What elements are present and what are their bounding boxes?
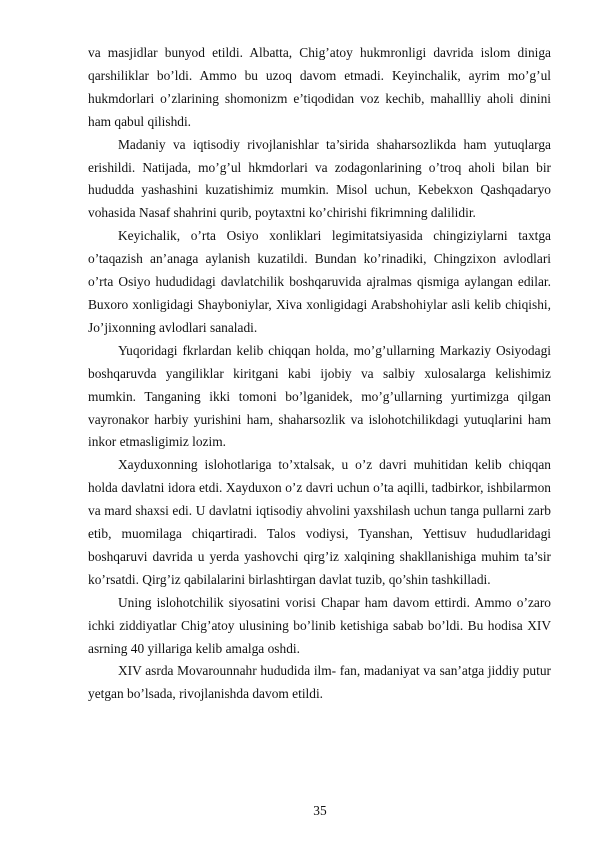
paragraph: Keyichalik, o’rta Osiyo xonliklari legimitatsiyasida chingiziylarni taxtga o’taqazish an’anaga aylanish kuzatildi. Bundan ko’rinadiki, Chingzixon avlodlari o’rta Osiyo hududidagi davlatchilik boshqaruvida ajralmas qismiga aylangan edilar. Buxoro xonligidagi Shayboniylar, Xiva xonligidagi Arabshohiylar asli kelib chiqishi, Jo’jixonning avlodlari sanaladi. (88, 228, 551, 335)
paragraph: Uning islohotchilik siyosatini vorisi Chapar ham davom ettirdi. Ammo o’zaro ichki ziddiyatlar Chig’atoy ulusining bo’linib ketishiga sabab bo’ldi. Bu hodisa XIV asrning 40 yillariga kelib amalga oshdi. (88, 594, 551, 656)
page-number: 35 (313, 803, 327, 818)
paragraph: XIV asrda Movarounnahr hududida ilm- fan, madaniyat va san’atga jiddiy putur yetgan bo’lsada, rivojlanishda davom etildi. (88, 663, 551, 702)
paragraph: Madaniy va iqtisodiy rivojlanishlar ta’sirida shaharsozlikda ham yutuqlarga erishildi. Natijada, mo’g’ul hkmdorlari va zodagonlarining o’troq aholi bilan bir hududda yashashini kuzatishimiz mumkin. Misol uchun, Kebekxon Qashqadaryo vohasida Nasaf shahrini qurib, poytaxtni ko’chirishi fikrimning dalilidir. (88, 136, 551, 221)
body-text (88, 42, 551, 706)
paragraph: Yuqoridagi fkrlardan kelib chiqqan holda, mo’g’ullarning Markaziy Osiyodagi boshqaruvda yangiliklar kiritgani kabi ijobiy va salbiy xulosalarga kelishimiz mumkin. Tanganing ikki tomoni bo’lganidek, mo’g’ullarning yurtimizga qilgan vayronakor harbiy yurishini ham, shaharsozlik va islohotchilikdagi yutuqlarini ham inkor etmasligimiz lozim. (88, 342, 551, 450)
paragraph: Xayduxonning islohotlariga to’xtalsak, u o’z davri muhitidan kelib chiqqan holda davlatni idora etdi. Xayduxon o’z davri uchun o’ta aqilli, tadbirkor, ishbilarmon va mard shaxsi edi. U davlatni iqtisodiy ahvolini yaxshilash uchun tanga pullarni zarb etib, muomilaga chiqartiradi. Talos vodiysi, Tyanshan, Yettisuv hududlaridagi boshqaruvi davrida u yerda yashovchi qirg’iz xalqining shakllanishiga muhim ta’sir ko’rsatdi. Qirg’iz qabilalarini birlashtirgan davlat tuzib, qo’shin tashkilladi. (88, 457, 551, 587)
paragraph: va masjidlar bunyod etildi. Albatta, Chig’atoy hukmronligi davrida islom diniga qarshiliklar bo’ldi. Ammo bu uzoq davom etmadi. Keyinchalik, ayrim mo’g’ul hukmdorlari o’zlarining shomonizm e’tiqodidan voz kechib, mahallliy aholi dinini ham qabul qilishdi. (88, 45, 551, 129)
